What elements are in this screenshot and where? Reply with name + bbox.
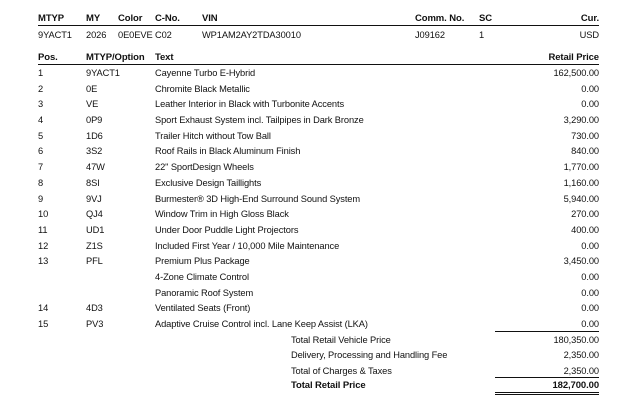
row-price: 0.00 — [581, 241, 599, 251]
grand-total-double-rule-bottom — [495, 394, 599, 395]
header-cur-label: Cur. — [580, 13, 599, 24]
row-pos: 2 — [38, 84, 44, 94]
row-text: Sport Exhaust System incl. Tailpipes in Dark Bronze — [155, 115, 364, 125]
row-pos: 10 — [38, 209, 49, 219]
row-code: 0P9 — [86, 115, 103, 125]
row-code: 0E — [86, 84, 98, 94]
row-pos: 15 — [38, 319, 49, 329]
grand-total-rule — [495, 377, 599, 378]
row-pos: 8 — [38, 178, 44, 188]
row-code: 3S2 — [86, 146, 103, 156]
row-price: 162,500.00 — [553, 68, 599, 78]
row-code: VE — [86, 99, 99, 109]
row-price: 840.00 — [571, 146, 599, 156]
header-vin-label: VIN — [202, 13, 218, 24]
table-header-rule — [38, 64, 599, 65]
header-mtyp-value: 9YACT1 — [38, 30, 72, 40]
row-pos: 5 — [38, 131, 44, 141]
row-price: 3,290.00 — [563, 115, 599, 125]
header-my-value: 2026 — [86, 30, 107, 40]
row-pos: 6 — [38, 146, 44, 156]
row-code: UD1 — [86, 225, 105, 235]
row-text: Cayenne Turbo E-Hybrid — [155, 68, 256, 78]
grand-total-double-rule-top — [495, 392, 599, 393]
header-comm-label: Comm. No. — [415, 13, 465, 24]
header-cno-value: C02 — [155, 30, 172, 40]
header-cur-value: USD — [579, 30, 599, 40]
header-vin-value: WP1AM2AY2TDA30010 — [202, 30, 301, 40]
total-vehicle-label: Total Retail Vehicle Price — [291, 335, 391, 345]
row-code: PV3 — [86, 319, 104, 329]
row-pos: 11 — [38, 225, 48, 235]
row-code: 9YACT1 — [86, 68, 120, 78]
col-text-header: Text — [155, 52, 174, 63]
row-text: Leather Interior in Black with Turbonite Accents — [155, 99, 344, 109]
row-text: 4-Zone Climate Control — [155, 272, 249, 282]
row-text: Burmester® 3D High-End Surround Sound System — [155, 194, 361, 204]
header-color-value: 0E0EVE — [118, 30, 153, 40]
header-comm-value: J09162 — [415, 30, 445, 40]
charges-taxes-label: Total of Charges & Taxes — [291, 366, 392, 376]
row-text: Premium Plus Package — [155, 256, 250, 266]
total-vehicle-value: 180,350.00 — [553, 335, 599, 345]
row-price: 0.00 — [581, 319, 599, 329]
row-price: 0.00 — [581, 99, 599, 109]
row-text: Adaptive Cruise Control incl. Lane Keep Assist (LKA) — [155, 319, 368, 329]
row-pos: 3 — [38, 99, 44, 109]
header-color-label: Color — [118, 13, 143, 24]
delivery-fee-label: Delivery, Processing and Handling Fee — [291, 350, 448, 360]
grand-total-value: 182,700.00 — [552, 380, 599, 391]
row-code: 4D3 — [86, 303, 103, 313]
header-sc-value: 1 — [479, 30, 485, 40]
row-text: Panoramic Roof System — [155, 288, 254, 298]
row-code: Z1S — [86, 241, 103, 251]
row-price: 0.00 — [581, 84, 599, 94]
row-pos: 1 — [38, 68, 44, 78]
row-pos: 9 — [38, 194, 44, 204]
row-price: 1,770.00 — [563, 162, 599, 172]
row-pos: 14 — [38, 303, 49, 313]
row-price: 3,450.00 — [563, 256, 599, 266]
row-code: 9VJ — [86, 194, 102, 204]
row-code: PFL — [86, 256, 103, 266]
col-code-header: MTYP/Option — [86, 52, 145, 63]
charges-taxes-value: 2,350.00 — [563, 366, 599, 376]
row-text: 22" SportDesign Wheels — [155, 162, 254, 172]
row-price: 1,160.00 — [563, 178, 599, 188]
row-code: 47W — [86, 162, 105, 172]
header-cno-label: C-No. — [155, 13, 180, 24]
row-pos: 7 — [38, 162, 44, 172]
col-pos-header: Pos. — [38, 52, 58, 63]
row-code: 8SI — [86, 178, 100, 188]
row-text: Roof Rails in Black Aluminum Finish — [155, 146, 301, 156]
row-code: QJ4 — [86, 209, 103, 219]
row-text: Included First Year / 10,000 Mile Maintenance — [155, 241, 340, 251]
header-rule — [38, 25, 599, 26]
row-pos: 4 — [38, 115, 44, 125]
row-text: Ventilated Seats (Front) — [155, 303, 251, 313]
row-text: Exclusive Design Taillights — [155, 178, 262, 188]
row-price: 400.00 — [571, 225, 599, 235]
row-text: Window Trim in High Gloss Black — [155, 209, 289, 219]
row-price: 0.00 — [581, 303, 599, 313]
header-mtyp-label: MTYP — [38, 13, 64, 24]
row-pos: 12 — [38, 241, 49, 251]
row-price: 5,940.00 — [563, 194, 599, 204]
row-text: Chromite Black Metallic — [155, 84, 250, 94]
row-price: 730.00 — [571, 131, 599, 141]
row-code: 1D6 — [86, 131, 103, 141]
row-price: 270.00 — [571, 209, 599, 219]
row-pos: 13 — [38, 256, 49, 266]
header-sc-label: SC — [479, 13, 492, 24]
subtotal-rule — [495, 331, 599, 332]
grand-total-label: Total Retail Price — [291, 380, 366, 391]
row-text: Under Door Puddle Light Projectors — [155, 225, 299, 235]
header-my-label: MY — [86, 13, 101, 24]
delivery-fee-value: 2,350.00 — [563, 350, 599, 360]
row-price: 0.00 — [581, 272, 599, 282]
row-price: 0.00 — [581, 288, 599, 298]
col-price-header: Retail Price — [548, 52, 599, 63]
row-text: Trailer Hitch without Tow Ball — [155, 131, 271, 141]
